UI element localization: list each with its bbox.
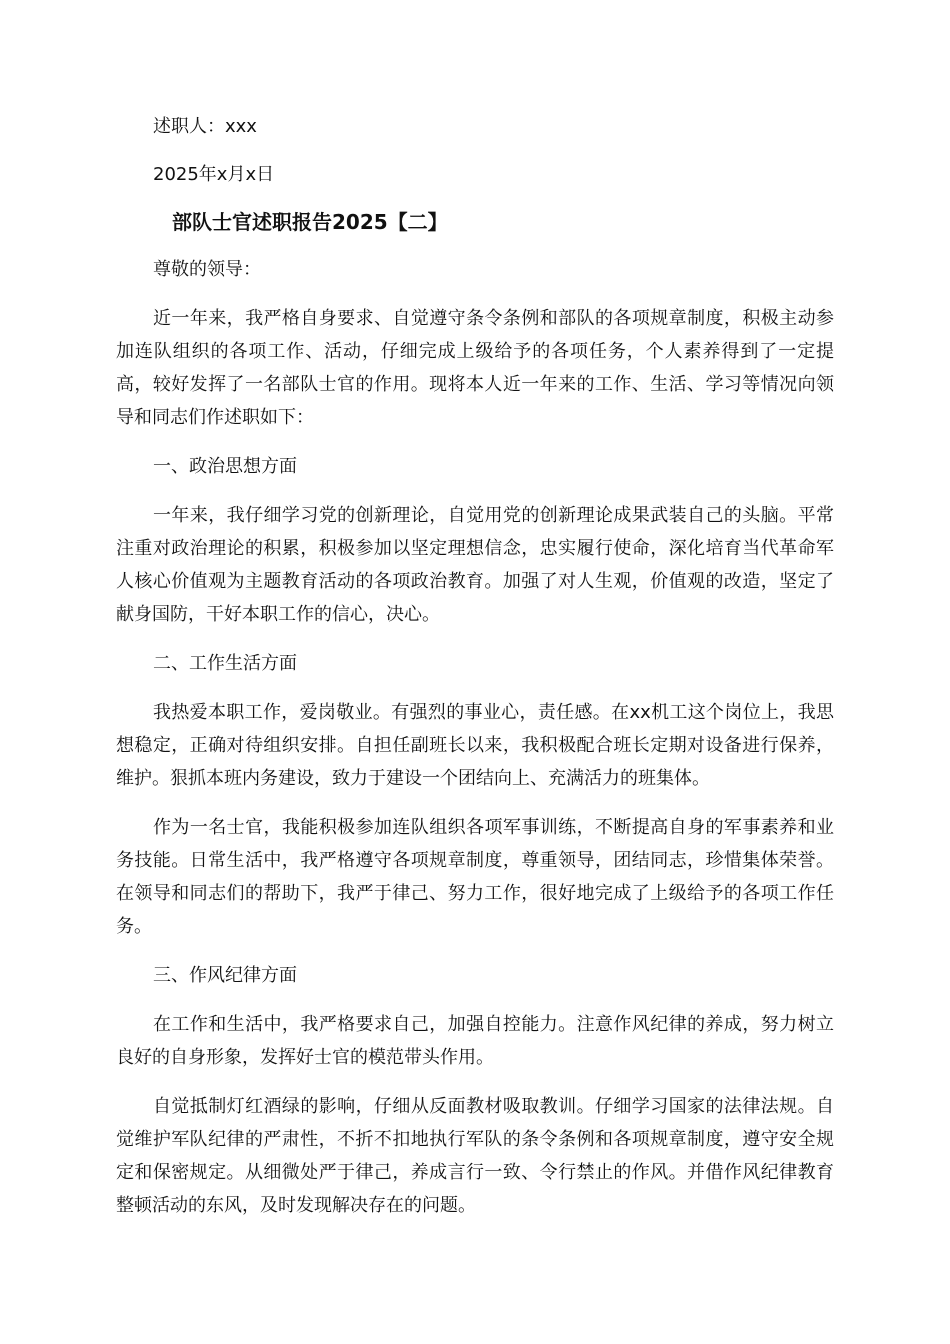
section-heading-discipline: 三、作风纪律方面 bbox=[153, 965, 297, 986]
date-line: 2025年x月x日 bbox=[153, 164, 275, 185]
intro-paragraph: 近一年来，我严格自身要求、自觉遵守条令条例和部队的各项规章制度，积极主动参加连队组织的各项工作、活动，仔细完成上级给予的各项任务，个人素养得到了一定提高，较好发挥了一名部队士官的作用。现将本人近一年来的工作、生活、学习等情况向领导和同志们作述职如下： bbox=[116, 308, 834, 428]
greeting: 尊敬的领导： bbox=[153, 259, 261, 280]
section-heading-politics: 一、政治思想方面 bbox=[153, 456, 297, 477]
discipline-paragraph-2: 自觉抵制灯红酒绿的影响，仔细从反面教材吸取教训。仔细学习国家的法律法规。自觉维护军队纪律的严肃性，不折不扣地执行军队的条令条例和各项规章制度，遵守安全规定和保密规定。从细微处严于律己，养成言行一致、令行禁止的作风。并借作风纪律教育整顿活动的东风，及时发现解决存在的问题。 bbox=[116, 1096, 834, 1216]
work-life-paragraph-2: 作为一名士官，我能积极参加连队组织各项军事训练，不断提高自身的军事素养和业务技能。日常生活中，我严格遵守各项规章制度，尊重领导，团结同志，珍惜集体荣誉。在领导和同志们的帮助下，我严于律己、努力工作，很好地完成了上级给予的各项工作任务。 bbox=[116, 817, 834, 937]
document-title: 部队士官述职报告2025【二】 bbox=[172, 210, 448, 234]
author-line: 述职人：xxx bbox=[153, 116, 257, 137]
discipline-paragraph-1: 在工作和生活中，我严格要求自己，加强自控能力。注意作风纪律的养成，努力树立良好的自身形象，发挥好士官的模范带头作用。 bbox=[116, 1014, 834, 1068]
politics-paragraph: 一年来，我仔细学习党的创新理论，自觉用党的创新理论成果武装自己的头脑。平常注重对政治理论的积累，积极参加以坚定理想信念，忠实履行使命，深化培育当代革命军人核心价值观为主题教育活动的各项政治教育。加强了对人生观，价值观的改造，坚定了献身国防，干好本职工作的信心，决心。 bbox=[116, 505, 834, 625]
work-life-paragraph-1: 我热爱本职工作，爱岗敬业。有强烈的事业心，责任感。在xx机工这个岗位上，我思想稳定，正确对待组织安排。自担任副班长以来，我积极配合班长定期对设备进行保养，维护。狠抓本班内务建设，致力于建设一个团结向上、充满活力的班集体。 bbox=[116, 702, 834, 789]
section-heading-work-life: 二、工作生活方面 bbox=[153, 653, 297, 674]
